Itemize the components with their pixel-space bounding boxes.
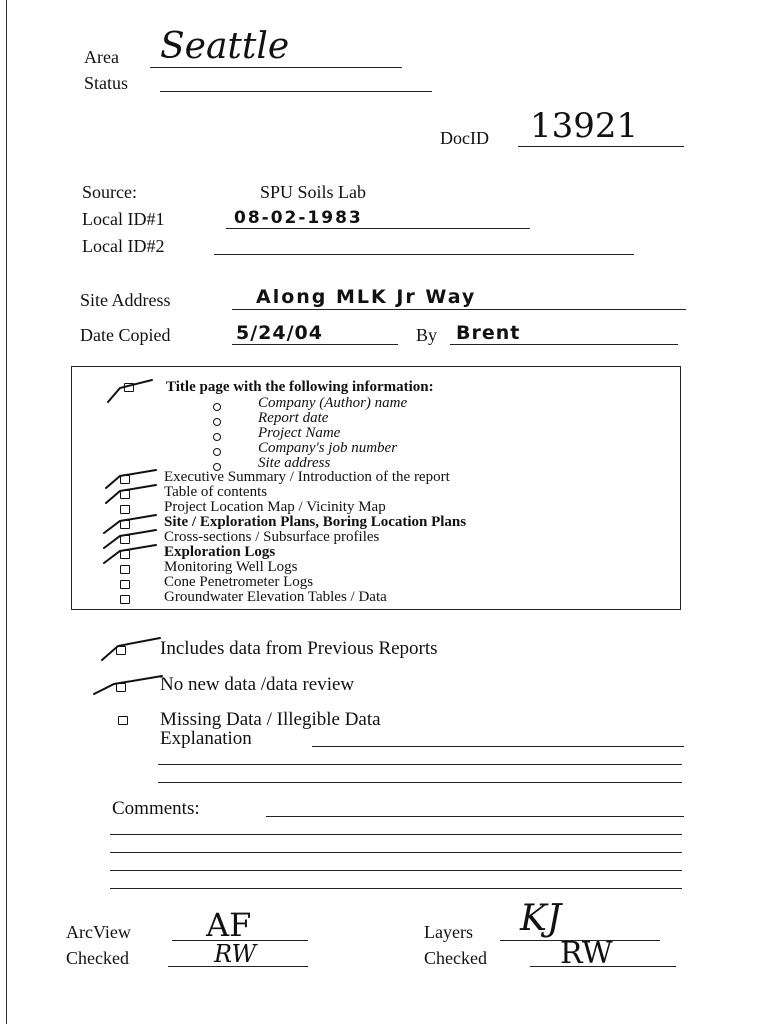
checked-right-underline bbox=[530, 966, 676, 967]
comments-line[interactable] bbox=[110, 852, 682, 853]
title-page-item: Title page with the following information: bbox=[166, 379, 434, 395]
sub-item: Company's job number bbox=[258, 440, 398, 456]
comments-label: Comments: bbox=[112, 798, 200, 819]
checkmark-icon bbox=[104, 483, 160, 505]
bullet-circle-icon bbox=[213, 418, 221, 426]
explanation-label: Explanation bbox=[160, 728, 252, 749]
docid-underline bbox=[518, 146, 684, 147]
sub-item: Project Name bbox=[258, 425, 341, 441]
area-label: Area bbox=[84, 47, 119, 67]
source-label: Source: bbox=[82, 182, 137, 202]
local-id1-underline bbox=[226, 228, 530, 229]
checkmark-icon bbox=[92, 674, 166, 698]
missing-data-label: Missing Data / Illegible Data bbox=[160, 709, 381, 730]
no-new-data-label: No new data /data review bbox=[160, 674, 355, 695]
bullet-circle-icon bbox=[213, 403, 221, 411]
date-copied-label: Date Copied bbox=[80, 325, 171, 345]
comments-line[interactable] bbox=[110, 870, 682, 871]
local-id1-value[interactable]: 08-02-1983 bbox=[234, 208, 363, 228]
arcview-initials[interactable]: AF bbox=[206, 906, 252, 944]
item-checkbox[interactable] bbox=[120, 580, 130, 589]
sub-item: Company (Author) name bbox=[258, 395, 408, 411]
checklist-item: Site / Exploration Plans, Boring Location Plans bbox=[164, 514, 467, 530]
comments-line[interactable] bbox=[110, 888, 682, 889]
bullet-circle-icon bbox=[213, 433, 221, 441]
source-value: SPU Soils Lab bbox=[260, 182, 367, 202]
by-value[interactable]: Brent bbox=[456, 322, 521, 344]
checkmark-icon bbox=[100, 636, 164, 664]
arcview-label: ArcView bbox=[66, 922, 131, 942]
docid-label: DocID bbox=[440, 128, 489, 148]
page-edge-line bbox=[6, 0, 7, 1024]
local-id2-label: Local ID#2 bbox=[82, 236, 165, 256]
status-label: Status bbox=[84, 73, 129, 93]
by-label: By bbox=[416, 325, 438, 345]
site-address-value[interactable]: Along MLK Jr Way bbox=[256, 286, 477, 308]
explanation-line[interactable] bbox=[158, 764, 682, 765]
checklist-item: Cone Penetrometer Logs bbox=[164, 574, 314, 590]
checked-left-label: Checked bbox=[66, 948, 129, 968]
local-id2-field[interactable] bbox=[214, 254, 634, 255]
date-copied-underline bbox=[232, 344, 398, 345]
site-address-label: Site Address bbox=[80, 290, 171, 310]
status-field[interactable] bbox=[160, 91, 432, 92]
item-checkbox[interactable] bbox=[120, 595, 130, 604]
sub-item: Site address bbox=[258, 455, 331, 471]
explanation-field[interactable] bbox=[312, 746, 684, 747]
checked-left-underline bbox=[168, 966, 308, 967]
checklist-item: Executive Summary / Introduction of the report bbox=[164, 469, 450, 485]
explanation-line[interactable] bbox=[158, 782, 682, 783]
docid-value[interactable]: 13921 bbox=[530, 106, 639, 146]
checkmark-icon bbox=[102, 543, 160, 565]
checklist-item: Monitoring Well Logs bbox=[164, 559, 298, 575]
layers-initials[interactable]: KJ bbox=[520, 898, 562, 939]
area-underline bbox=[150, 67, 402, 68]
checklist-item: Cross-sections / Subsurface profiles bbox=[164, 529, 380, 545]
site-address-underline bbox=[232, 309, 686, 310]
checked-right-label: Checked bbox=[424, 948, 487, 968]
missing-data-checkbox[interactable] bbox=[118, 716, 128, 725]
checked-right-initials[interactable]: RW bbox=[560, 936, 613, 971]
checked-left-initials[interactable]: RW bbox=[214, 940, 257, 968]
sub-item: Report date bbox=[258, 410, 329, 426]
local-id1-label: Local ID#1 bbox=[82, 209, 165, 229]
checklist-item: Project Location Map / Vicinity Map bbox=[164, 499, 386, 515]
item-checkbox[interactable] bbox=[120, 565, 130, 574]
area-value[interactable]: Seattle bbox=[160, 26, 290, 67]
comments-line[interactable] bbox=[110, 834, 682, 835]
date-copied-value[interactable]: 5/24/04 bbox=[236, 322, 323, 344]
checklist-item: Exploration Logs bbox=[164, 544, 276, 560]
bullet-circle-icon bbox=[213, 448, 221, 456]
checklist-item: Groundwater Elevation Tables / Data bbox=[164, 589, 387, 605]
checklist-item: Table of contents bbox=[164, 484, 268, 500]
by-underline bbox=[450, 344, 678, 345]
comments-field[interactable] bbox=[266, 816, 684, 817]
layers-label: Layers bbox=[424, 922, 473, 942]
previous-reports-label: Includes data from Previous Reports bbox=[160, 638, 438, 659]
checkmark-icon bbox=[106, 378, 156, 404]
